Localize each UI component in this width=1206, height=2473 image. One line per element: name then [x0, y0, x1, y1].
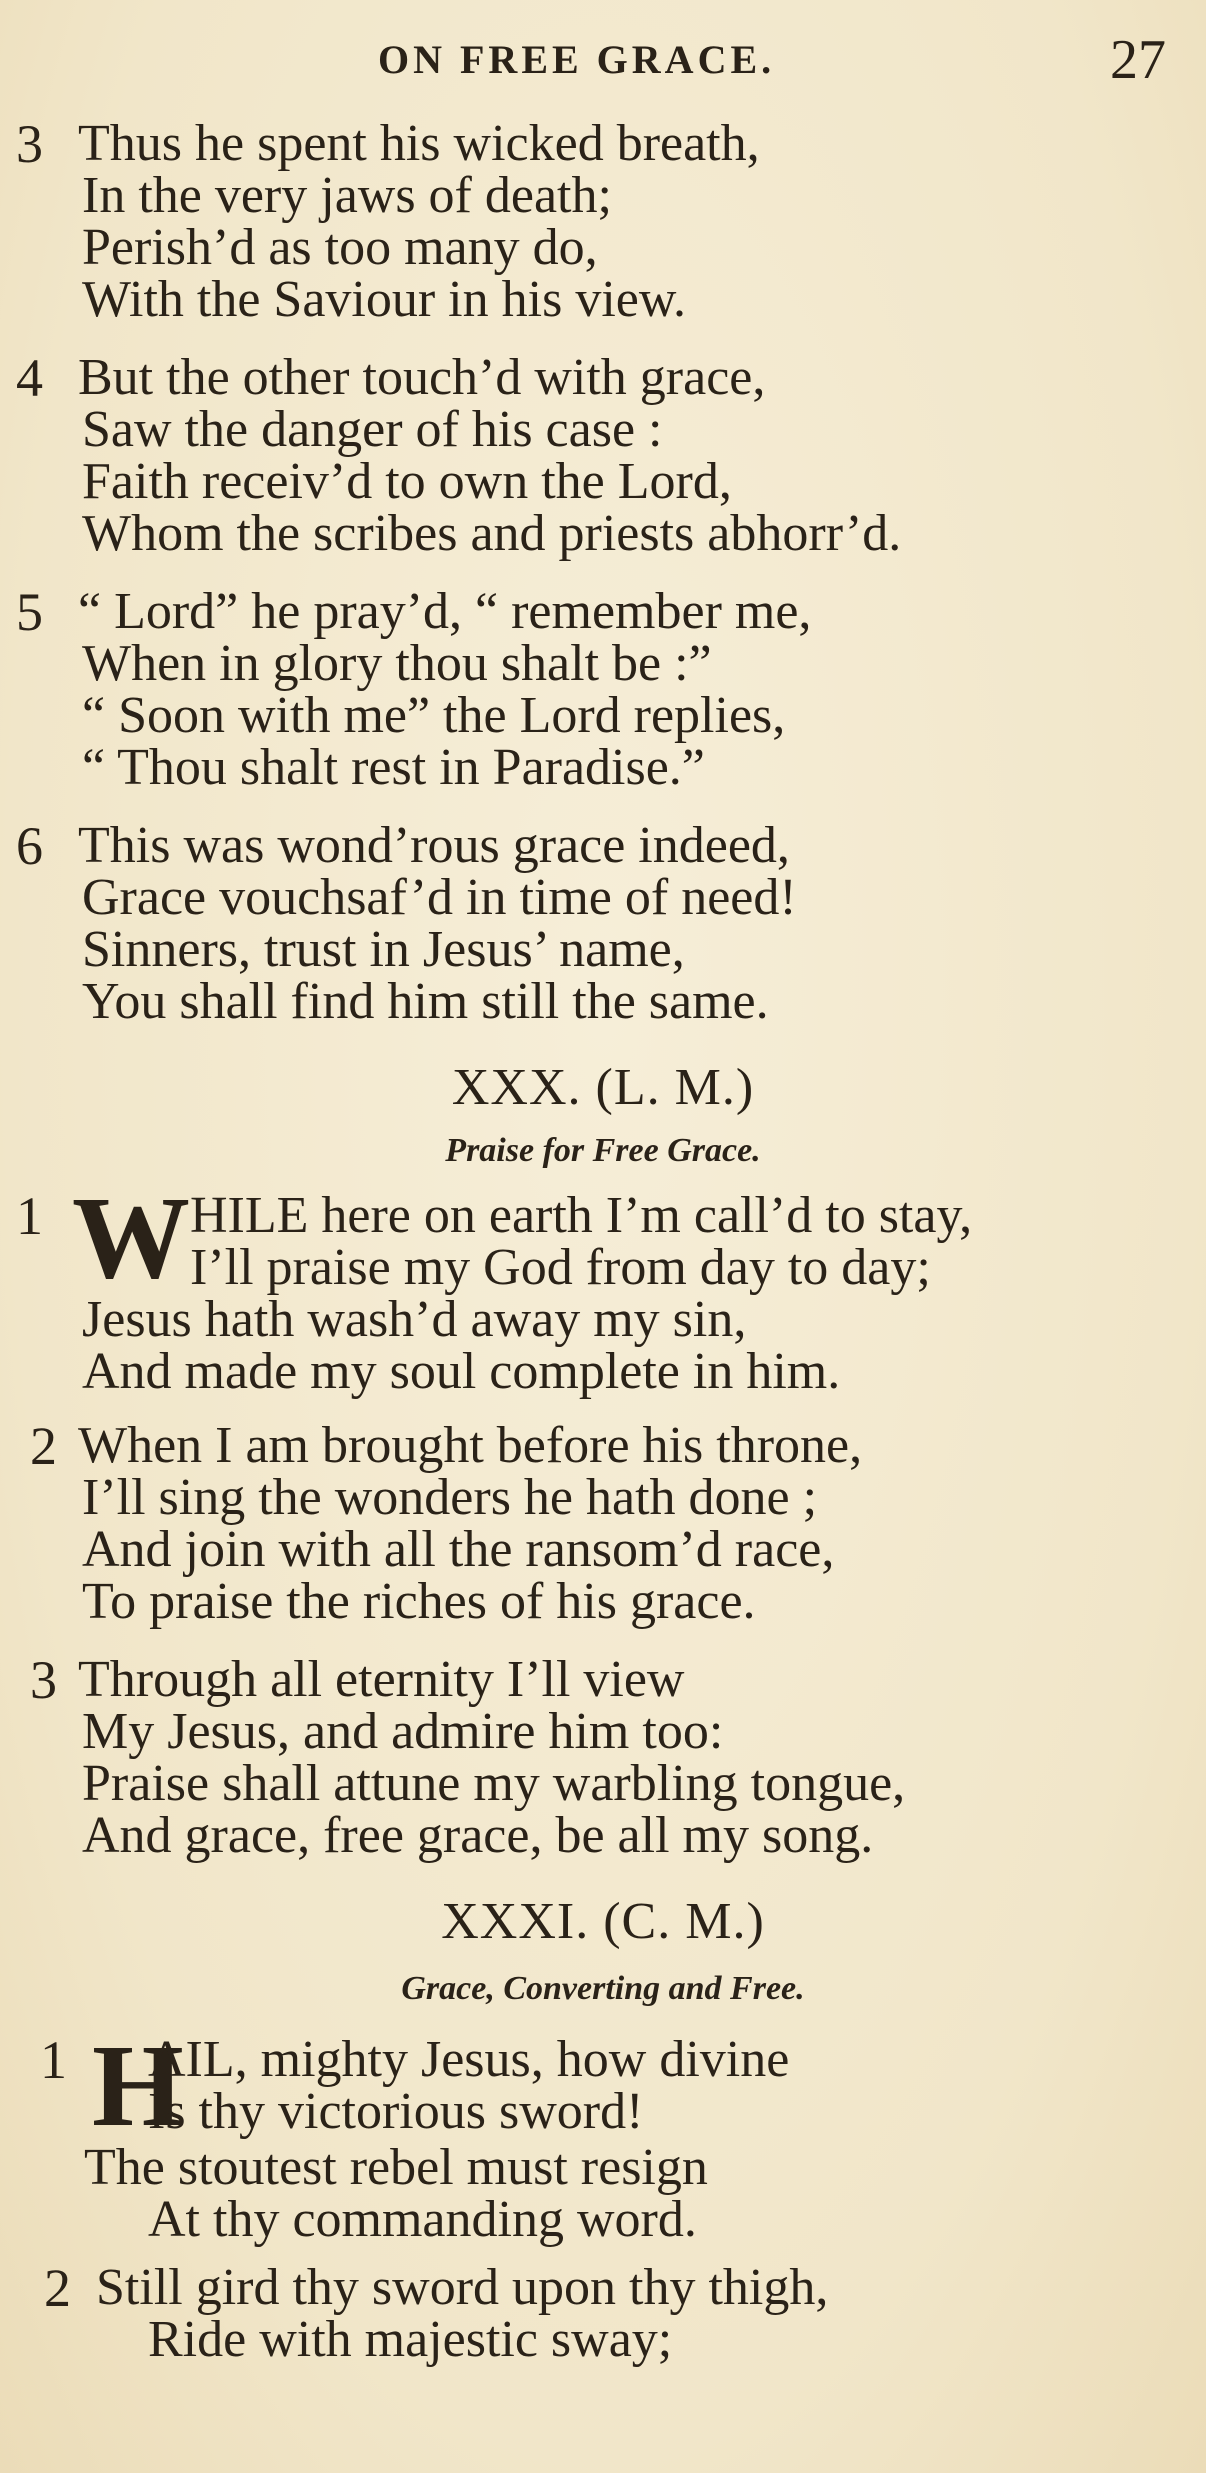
verse-line: This was wond’rous grace indeed,	[78, 817, 790, 874]
verse-line: And made my soul complete in him.	[82, 1343, 841, 1400]
stanza-number: 4	[16, 348, 43, 408]
stanza-number: 1	[16, 1186, 43, 1246]
stanza-number: 5	[16, 582, 43, 642]
verse-line: Through all eternity I’ll view	[78, 1651, 685, 1708]
verse-line: HILE here on earth I’m call’d to stay,	[190, 1187, 973, 1244]
verse-line: With the Saviour in his view.	[82, 271, 687, 328]
verse-line: Saw the danger of his case :	[82, 401, 663, 458]
verse-line: Ride with majestic sway;	[148, 2311, 673, 2368]
verse-line: Sinners, trust in Jesus’ name,	[82, 921, 685, 978]
verse-line: Jesus hath wash’d away my sin,	[82, 1291, 747, 1348]
verse-line: To praise the riches of his grace.	[82, 1573, 756, 1630]
verse-line: The stoutest rebel must resign	[84, 2139, 708, 2196]
verse-line: Is thy victorious sword!	[148, 2083, 644, 2140]
stanza-number: 6	[16, 816, 43, 876]
verse-line: You shall find him still the same.	[82, 973, 769, 1030]
hymn-subtitle: Praise for Free Grace.	[445, 1132, 761, 1169]
verse-line: And join with all the ransom’d race,	[82, 1521, 835, 1578]
verse-line: When in glory thou shalt be :”	[82, 635, 712, 692]
verse-line: I’ll praise my God from day to day;	[190, 1239, 931, 1296]
page-number: 27	[1110, 29, 1166, 91]
verse-line: “ Lord” he pray’d, “ remember me,	[78, 583, 812, 640]
drop-cap: W	[72, 1172, 190, 1303]
stanza-number: 3	[16, 114, 43, 174]
drop-cap: H	[92, 2020, 184, 2151]
verse-line: Faith receiv’d to own the Lord,	[82, 453, 732, 510]
hymn-subtitle: Grace, Converting and Free.	[401, 1970, 805, 2007]
verse-line: Thus he spent his wicked breath,	[78, 115, 760, 172]
verse-line: Praise shall attune my warbling tongue,	[82, 1755, 906, 1812]
stanza-number: 2	[44, 2258, 71, 2318]
verse-line: When I am brought before his throne,	[78, 1417, 863, 1474]
running-head: ON FREE GRACE.	[378, 37, 776, 82]
verse-line: “ Soon with me” the Lord replies,	[82, 687, 786, 744]
hymn-title: XXXI. (C. M.)	[441, 1893, 765, 1950]
verse-line: And grace, free grace, be all my song.	[82, 1807, 874, 1864]
verse-line: Still gird thy sword upon thy thigh,	[96, 2259, 829, 2316]
hymn-title: XXX. (L. M.)	[451, 1059, 755, 1116]
verse-line: “ Thou shalt rest in Paradise.”	[82, 739, 705, 796]
verse-line: At thy commanding word.	[148, 2191, 697, 2248]
stanza-number: 3	[30, 1650, 57, 1710]
verse-line: I’ll sing the wonders he hath done ;	[82, 1469, 818, 1526]
verse-line: Whom the scribes and priests abhorr’d.	[82, 505, 902, 562]
page-header	[0, 28, 1206, 91]
verse-line: My Jesus, and admire him too:	[82, 1703, 724, 1760]
verse-line: Perish’d as too many do,	[82, 219, 598, 276]
verse-line: In the very jaws of death;	[82, 167, 612, 224]
stanza-number: 2	[30, 1416, 57, 1476]
verse-line: Grace vouchsaf’d in time of need!	[82, 869, 797, 926]
verse-line: But the other touch’d with grace,	[78, 349, 766, 406]
stanza-number: 1	[40, 2030, 67, 2090]
verse-line: AIL, mighty Jesus, how divine	[148, 2031, 790, 2088]
